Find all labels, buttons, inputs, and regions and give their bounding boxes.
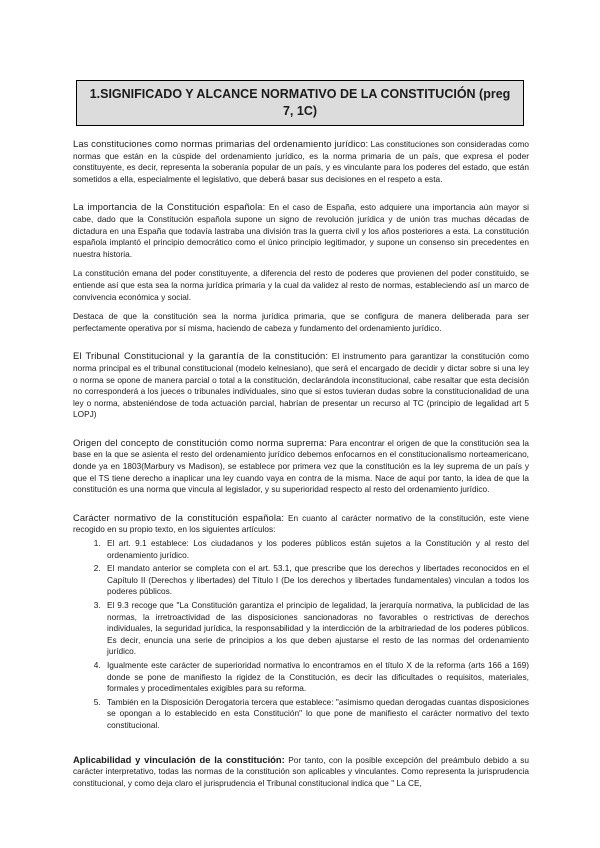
paragraph-lead: Carácter normativo de la constitución española: xyxy=(73,511,285,523)
paragraph-poder-constituyente xyxy=(73,268,529,303)
paragraph-importancia xyxy=(73,201,529,260)
article-list xyxy=(73,538,529,732)
document-body xyxy=(73,138,529,797)
list-item: 4. Igualmente este carácter de superioridad normativa lo encontramos en el título X de la reforma (arts 166 a 169) donde se pone de manifiesto la rigidez de la Constitución, es decir las dificultades o requisitos, materiales, formales y procedimentales exigibles para su reforma. xyxy=(103,660,529,695)
paragraph-text: Por tanto, con la posible excepción del preámbulo debido a su carácter interpretativo, todas las normas de la constitución son aplicables y vinculantes. Como representa la jurisprudencia constitucional, y como deja claro el jurisprudencia el Tribunal constitucional indica que " La CE, xyxy=(73,754,529,788)
paragraph-text: Destaca de que la constitución sea la norma jurídica primaria, que se configura de manera deliberada para ser perfectamente operativa por sí misma, haciendo de cabeza y fundamento del ordenamiento jurídico. xyxy=(73,311,529,333)
paragraph-lead: El Tribunal Constitucional y la garantía de la constitución: xyxy=(73,350,329,362)
paragraph-lead: La importancia de la Constitución española: xyxy=(73,201,266,213)
paragraph-aplicabilidad xyxy=(73,754,529,790)
paragraph-lead: Las constituciones como normas primarias del ordenamiento jurídico: xyxy=(73,138,369,149)
paragraph-text: La constitución emana del poder constituyente, a diferencia del resto de poderes que provienen del poder constituido, se entiende así que esta sea la norma jurídica primaria y la cual da validez al resto de normas, estableciendo así un marco de convivencia económica y social. xyxy=(73,268,529,302)
paragraph-text: En el caso de España, esto adquiere una importancia aún mayor si cabe, dado que la Constitución española supone un signo de revolución jurídica y de unión tras muchas décadas de dictadura en una España que todavía lastraba una división tras la guerra civil y los años posteriores a esta. La constitución española implantó el principio democrático como el único principio legitimador, y supone un consenso sin precedentes en nuestra historia. xyxy=(73,202,530,259)
paragraph-normas-primarias xyxy=(73,138,529,185)
paragraph-norma-primaria xyxy=(73,311,529,334)
paragraph-caracter-normativo xyxy=(73,512,529,536)
list-item: 5. También en la Disposición Derogatoria tercera que establece: "asimismo quedan derogadas cuantas disposiciones se opongan a lo establecido en esta Constitución" lo que pone de manifiesto el carácter normativo del texto constitucional. xyxy=(103,697,529,732)
list-item: 2. El mandato anterior se completa con el art. 53.1, que prescribe que los derechos y libertades reconocidos en el Capítulo II (Derechos y libertades) del Título I (De los derechos y libertades fundamentales) vinculan a todos los poderes públicos. xyxy=(103,563,529,598)
paragraph-origen xyxy=(73,437,529,496)
paragraph-text: El instrumento para garantizar la constitución como norma principal es el tribunal constitucional (modelo kelnesiano), que será el encargado de decidir y dictar sobre si una ley o norma se opone de manera parcial o total a la constitución, declarándola inconstitucional, cabe resaltar que esta decisión no corresponderá a los jueces o tribunales individuales, sino que si estos tuvieran dudas sobre la constitucionalidad de una ley o norma, absteniéndose de toda actuación parcial, habrían de presentar un recurso al TC (principio de legalidad art 5 LOPJ) xyxy=(73,351,530,420)
paragraph-lead: Origen del concepto de constitución como norma suprema: xyxy=(73,436,327,448)
paragraph-tribunal-constitucional xyxy=(73,350,529,421)
paragraph-text: En cuanto al carácter normativo de la constitución, este viene recogido en su propio texto, en los siguientes artículos: xyxy=(73,512,529,535)
document-title: 1.SIGNIFICADO Y ALCANCE NORMATIVO DE LA CONSTITUCIÓN (preg 7, 1C) xyxy=(76,80,524,126)
list-item: 3. El 9.3 recoge que "La Constitución garantiza el principio de legalidad, la jerarquía normativa, la publicidad de las normas, la irretroactividad de las disposiciones sancionadoras no favorables o restrictivas de derechos individuales, la seguridad jurídica, la responsabilidad y la interdicción de la arbitrariedad de los poderes públicos. Es decir, enuncia una serie de principios a los que deben ajustarse el resto de las normas del ordenamiento jurídico. xyxy=(103,600,529,658)
list-item: 1. El art. 9.1 establece: Los ciudadanos y los poderes públicos están sujetos a la Constitución y al resto del ordenamiento jurídico. xyxy=(103,538,529,561)
paragraph-text: Las constituciones son consideradas como normas que están en la cúspide del ordenamiento jurídico, es la norma primaria de un país, que expresa el poder constituyente, es decir, representa la soberanía popular de un país, y es vinculante para los poderes del estado, que están sometidos a ella, especialmente el legislativo, que deberá basar sus decisiones en el respeto a esta. xyxy=(73,139,529,184)
paragraph-lead: Aplicabilidad y vinculación de la constitución: xyxy=(73,753,285,765)
paragraph-text: Para encontrar el origen de que la constitución sea la base en la que se asienta el resto del ordenamiento jurídico debemos enfocarnos en el constitucionalismo norteamericano, donde ya en 1803(Marbury vs Madison), se establece por primera vez que la constitución es la ley suprema de un país y que el TS tiene derecho a inaplicar una ley cuando vaya en contra de la misma. Nace de aquí por tanto, la idea de que la constitución es una norma que vincula al legislador, y su superioridad respecto al resto del ordenamiento jurídico. xyxy=(73,437,529,495)
